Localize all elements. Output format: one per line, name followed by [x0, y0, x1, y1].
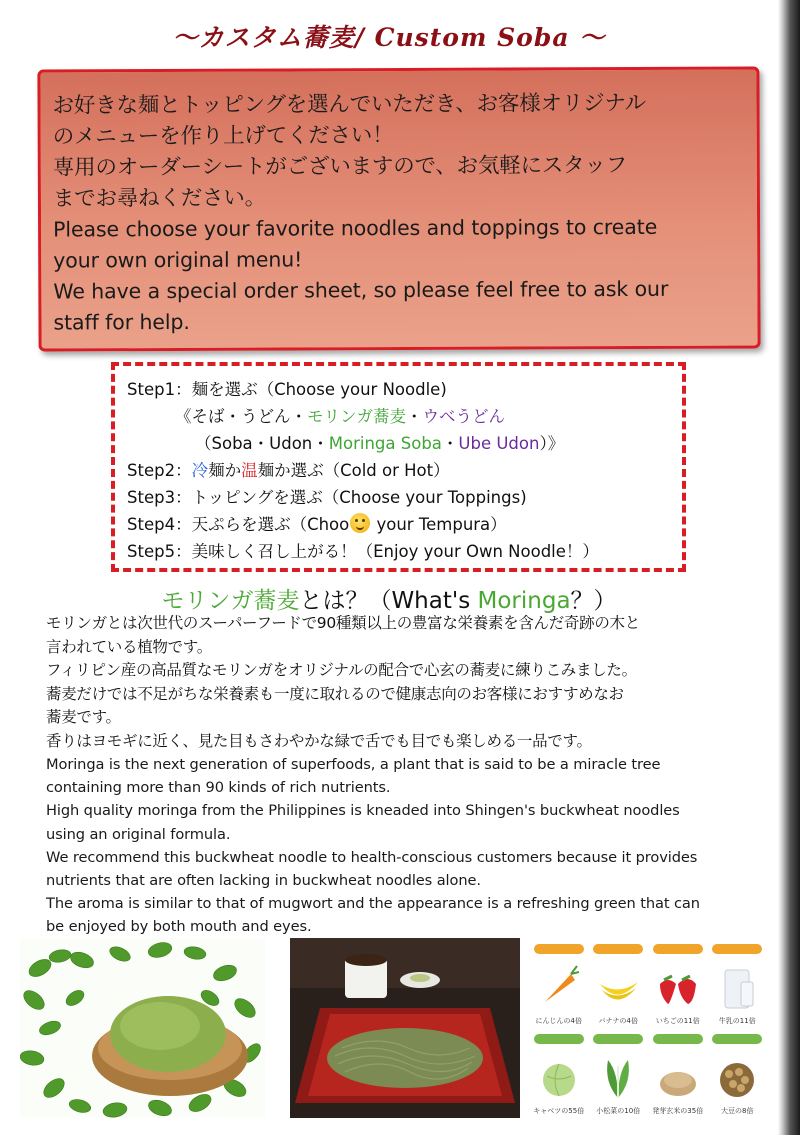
moringa-heading-mid: とは？（What's: [299, 588, 478, 614]
nutrient-caption: 牛乳の11倍: [718, 1017, 756, 1025]
nutrient-item: [711, 942, 765, 1028]
moringa-heading: [0, 582, 778, 615]
moringa-soba-jp: モリンガ蕎麦: [307, 407, 406, 426]
nutrient-item: [592, 942, 646, 1028]
nutrient-caption: いちごの11倍: [655, 1017, 700, 1025]
moringa-description: [46, 612, 766, 939]
description-line-jp: 香りはヨモギに近く、見た目もさわやかな緑で舌でも目でも楽しめる一品です。: [46, 731, 592, 750]
step-2: [127, 457, 682, 484]
step-3-prefix: Step3：: [127, 488, 192, 507]
description-line-jp: モリンガとは次世代のスーパーフードで90種類以上の豊富な栄養素を含んだ奇跡の木と: [46, 614, 640, 632]
moringa-soba-image: [290, 938, 520, 1118]
steps-box: [111, 362, 686, 572]
nutrient-label-badge: [653, 1034, 703, 1044]
description-line-jp: 言われている植物です。: [46, 637, 212, 656]
description-line-en: We recommend this buckwheat noodle to health-conscious customers because it provides: [46, 848, 698, 866]
moringa-heading-jp: モリンガ蕎麦: [161, 588, 300, 614]
intro-line-jp: 専用のオーダーシートがございますので、お気軽にスタッフ: [52, 153, 628, 181]
intro-line-en: Please choose your favorite noodles and toppings to create: [53, 214, 658, 242]
nutrient-grid: [532, 942, 764, 1118]
description-line-en: using an original formula.: [46, 825, 231, 843]
intro-box: [37, 66, 760, 351]
step-5-text: 美味しく召し上がる！（Enjoy your Own Noodle！）: [191, 542, 599, 561]
intro-line-jp: のメニューを作り上げてください！: [52, 123, 394, 150]
step-4-text-before: 天ぷらを選ぶ（Choo: [191, 515, 350, 534]
noodle-options-close-en: ）》: [539, 434, 565, 453]
intro-line-jp: お好きな麺とトッピングを選んでいただき、お客様オリジナル: [52, 90, 647, 119]
step-4-prefix: Step4：: [127, 515, 192, 534]
step-3-text: トッピングを選ぶ（Choose your Toppings): [191, 488, 527, 507]
ube-udon-jp: ウベうどん: [422, 407, 505, 426]
description-line-jp: 蕎麦だけでは不足がちな栄養素も一度に取れるので健康志向のお客様におすすめなお: [46, 684, 624, 703]
description-line-en: The aroma is similar to that of mugwort and the appearance is a refreshing green that can: [46, 895, 700, 913]
noodle-options-open: 《そば・うどん・: [175, 407, 307, 426]
step-4: [127, 511, 682, 538]
nutrient-label-badge: [712, 944, 762, 954]
description-line-en: nutrients that are often lacking in buckwheat noodles alone.: [46, 872, 481, 890]
intro-line-en: your own original menu!: [53, 247, 303, 273]
nutrient-caption: 小松菜の10倍: [596, 1107, 641, 1115]
step-1: [127, 376, 682, 403]
soybean-icon: [715, 1048, 759, 1106]
nutrient-caption: 大豆の8倍: [721, 1107, 754, 1115]
noodle-options-open-en: （Soba・Udon・: [195, 434, 329, 453]
description-line-en: containing more than 90 kinds of rich nutrients.: [46, 779, 391, 797]
nutrient-caption: 発芽玄米の35倍: [652, 1107, 704, 1115]
step-1-text: 麺を選ぶ（Choose your Noodle): [191, 380, 447, 399]
milk-icon: [715, 958, 759, 1016]
step-1-noodle-options-en: [127, 430, 682, 457]
moringa-leaves-illustration: [20, 938, 265, 1118]
spinach-icon: [596, 1048, 640, 1106]
step-5: [127, 538, 682, 565]
noodle-separator: ・: [406, 407, 423, 426]
yum-face-emoji-icon: [350, 513, 370, 533]
step-1-noodle-options-jp: [127, 403, 682, 430]
description-line-jp: 蕎麦です。: [46, 708, 121, 726]
ube-udon-en: Ube Udon: [458, 434, 540, 453]
page-edge-shadow: [778, 0, 800, 1135]
description-line-en: be enjoyed by both mouth and eyes.: [46, 918, 312, 936]
nutrient-comparison-image: [528, 938, 768, 1128]
intro-line-jp: までお尋ねください。: [52, 185, 267, 212]
intro-line-en: staff for help.: [53, 309, 190, 335]
step-1-prefix: Step1：: [127, 380, 192, 399]
nutrient-label-badge: [712, 1034, 762, 1044]
nutrient-label-badge: [534, 944, 584, 954]
nutrient-label-badge: [593, 1034, 643, 1044]
cold-kanji: 冷: [191, 461, 209, 480]
step-2-rest: 麺か選ぶ（Cold or Hot）: [257, 461, 450, 480]
moringa-soba-en: Moringa Soba: [328, 434, 442, 453]
noodle-separator-en: ・: [441, 434, 459, 453]
description-line-en: High quality moringa from the Philippines is kneaded into Shingen's buckwheat noodles: [46, 802, 680, 820]
step-2-prefix: Step2：: [127, 461, 192, 480]
step-2-mid: 麺か: [208, 461, 242, 480]
moringa-heading-en: Moringa: [477, 588, 571, 614]
description-line-jp: フィリピン産の高品質なモリンガをオリジナルの配合で心玄の蕎麦に練りこみました。: [46, 661, 637, 679]
nutrient-item: [532, 1032, 586, 1118]
step-3: [127, 484, 682, 511]
nutrient-item: [532, 942, 586, 1028]
nutrient-label-badge: [593, 944, 643, 954]
page-title: ～カスタム蕎麦/ Custom Soba ～: [172, 23, 606, 52]
cabbage-icon: [537, 1048, 581, 1106]
nutrient-caption: バナナの4倍: [598, 1017, 638, 1025]
nutrient-caption: キャベツの55倍: [533, 1107, 585, 1115]
rice-icon: [656, 1048, 700, 1106]
description-line-en: Moringa is the next generation of superfoods, a plant that is said to be a miracle tree: [46, 756, 661, 773]
moringa-powder-image: [20, 938, 265, 1118]
nutrient-caption: にんじんの4倍: [535, 1017, 582, 1025]
strawberry-icon: [656, 958, 700, 1016]
banana-icon: [596, 958, 640, 1016]
nutrient-label-badge: [534, 1034, 584, 1044]
nutrient-item: [651, 1032, 705, 1118]
intro-line-en: We have a special order sheet, so please feel free to ask our: [53, 276, 669, 304]
moringa-heading-end: ？）: [570, 588, 617, 614]
nutrient-item: [592, 1032, 646, 1118]
nutrient-item: [711, 1032, 765, 1118]
soba-tray-illustration: [290, 938, 520, 1118]
hot-kanji: 温: [241, 461, 258, 480]
step-5-prefix: Step5：: [127, 542, 192, 561]
carrot-icon: [537, 958, 581, 1016]
nutrient-item: [651, 942, 705, 1028]
step-4-text-after: your Tempura）: [371, 515, 507, 534]
nutrient-label-badge: [653, 944, 703, 954]
